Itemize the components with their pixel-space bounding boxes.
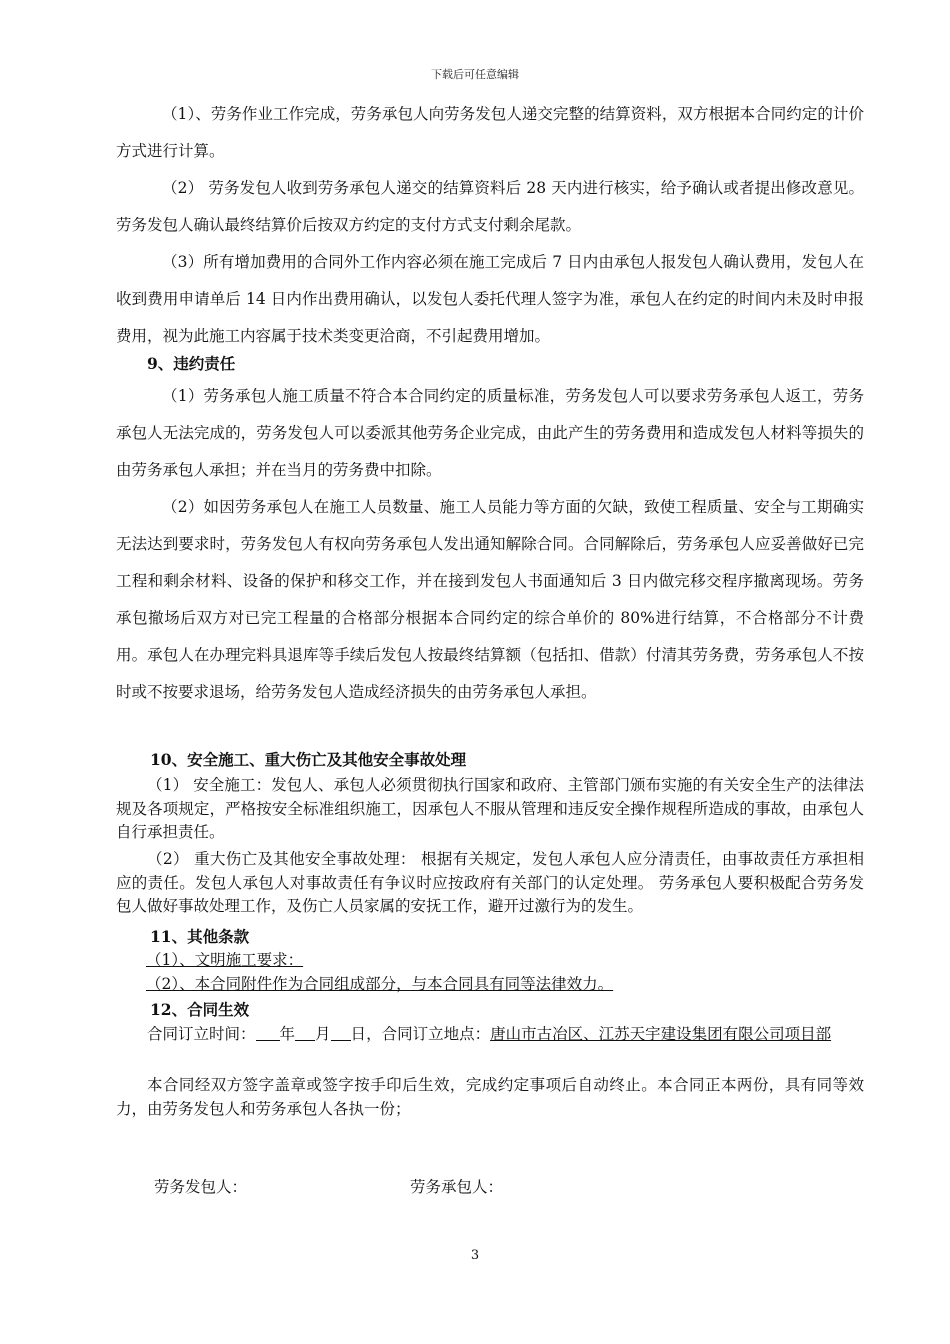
signature-party-a: 劳务发包人： bbox=[154, 1178, 248, 1196]
section12-paragraph-2: 本合同经双方签字盖章或签字按手印后生效，完成约定事项后自动终止。本合同正本两份，具有同等效力，由劳务发包人和劳务承包人各执一份； bbox=[116, 1076, 864, 1118]
section9-title: 9、违约责任 bbox=[147, 354, 236, 373]
section12-paragraph-1 bbox=[116, 1023, 864, 1047]
year-blank bbox=[256, 1024, 280, 1041]
section12-title: 12、合同生效 bbox=[150, 1000, 250, 1019]
contract-date-label: 合同订立时间： bbox=[147, 1025, 256, 1043]
month-blank bbox=[295, 1024, 315, 1041]
contract-place: 唐山市古冶区、江苏天宇建设集团有限公司项目部 bbox=[490, 1025, 832, 1043]
day-label: 日 bbox=[350, 1025, 367, 1043]
day-blank bbox=[331, 1024, 351, 1041]
signature-party-b: 劳务承包人： bbox=[410, 1178, 504, 1196]
page-number: 3 bbox=[470, 1248, 480, 1263]
section9-paragraph-2: （2）如因劳务承包人在施工人员数量、施工人员能力等方面的欠缺，致使工程质量、安全与工期确实无法达到要求时，劳务发包人有权向劳务承包人发出通知解除合同。合同解除后，劳务承包人应妥善做好已完工程和剩余材料、设备的保护和移交工作，并在接到发包人书面通知后 3 日内做完移交程序撤离现场。劳务承包撤场后双方对已完工程量的合格部分根据本合同约定的综合单价的 80%进行结算，不合格部分不计费用。承包人在办理完料具退库等手续后发包人按最终结算额（包括扣、借款）付清其劳务费，劳务承包人不按时或不按要求退场，给劳务发包人造成经济损失的由劳务承包人承担。 bbox=[116, 498, 864, 701]
section8-paragraph-3: （3）所有增加费用的合同外工作内容必须在施工完成后 7 日内由承包人报发包人确认费用，发包人在收到费用申请单后 14 日内作出费用确认，以发包人委托代理人签字为准，承包人在约定的时间内未及时申报费用，视为此施工内容属于技术类变更洽商，不引起费用增加。 bbox=[116, 253, 864, 345]
section10-title: 10、安全施工、重大伤亡及其他安全事故处理 bbox=[150, 750, 467, 769]
section10-paragraph-2: （2） 重大伤亡及其他安全事故处理： 根据有关规定，发包人承包人应分清责任，由事故责任方承担相应的责任。发包人承包人对事故责任有争议时应按政府有关部门的认定处理。 劳务承包人要积极配合劳务发包人做好事故处理工作，及伤亡人员家属的安抚工作，避开过激行为的发生。 bbox=[116, 850, 864, 915]
section11-item-2: （2）、本合同附件作为合同组成部分，与本合同具有同等法律效力。 bbox=[146, 975, 614, 993]
page-header: 下载后可任意编辑 bbox=[431, 68, 519, 81]
section8-paragraph-1: （1）、劳务作业工作完成，劳务承包人向劳务发包人递交完整的结算资料，双方根据本合同约定的计价方式进行计算。 bbox=[116, 105, 864, 160]
section10-paragraph-1: （1） 安全施工：发包人、承包人必须贯彻执行国家和政府、主管部门颁布实施的有关安全生产的法律法规及各项规定，严格按安全标准组织施工，因承包人不服从管理和违反安全操作规程所造成的事故，由承包人自行承担责任。 bbox=[116, 776, 864, 841]
section9-paragraph-1: （1）劳务承包人施工质量不符合本合同约定的质量标准，劳务发包人可以要求劳务承包人返工，劳务承包人无法完成的，劳务发包人可以委派其他劳务企业完成，由此产生的劳务费用和造成发包人材料等损失的由劳务承包人承担；并在当月的劳务费中扣除。 bbox=[116, 387, 864, 479]
contract-place-label: ，合同订立地点： bbox=[366, 1025, 491, 1043]
section8-paragraph-2: （2） 劳务发包人收到劳务承包人递交的结算资料后 28 天内进行核实，给予确认或者提出修改意见。劳务发包人确认最终结算价后按双方约定的支付方式支付剩余尾款。 bbox=[116, 179, 864, 234]
section11-title: 11、其他条款 bbox=[150, 927, 250, 946]
section11-item-1: （1）、文明施工要求： bbox=[146, 951, 304, 969]
month-label: 月 bbox=[315, 1025, 331, 1043]
year-label: 年 bbox=[279, 1025, 296, 1043]
